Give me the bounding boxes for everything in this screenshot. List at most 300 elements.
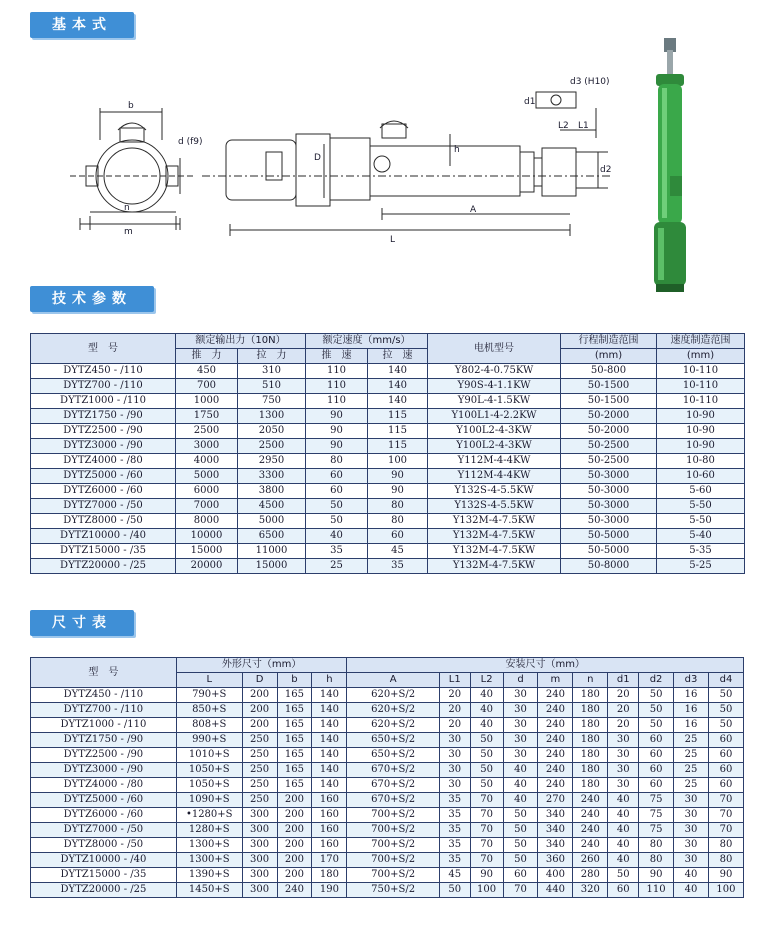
size-cell: 140 (312, 763, 347, 778)
size-cell: 180 (312, 868, 347, 883)
header-motor: 电机型号 (428, 334, 561, 364)
section-title-tech: 技术参数 (30, 286, 154, 312)
size-cell: 60 (639, 748, 674, 763)
size-cell: 200 (277, 808, 312, 823)
spec-cell: DYTZ5000 - /60 (31, 469, 176, 484)
table-row (31, 763, 744, 778)
spec-cell: 60 (306, 484, 368, 499)
size-cell: DYTZ2500 - /90 (31, 748, 177, 763)
spec-cell: 50-5000 (561, 529, 657, 544)
header-pull-speed: 拉 速 (368, 349, 428, 364)
spec-cell: 50-1500 (561, 394, 657, 409)
size-cell: 30 (608, 748, 639, 763)
spec-cell: DYTZ4000 - /80 (31, 454, 176, 469)
size-cell: 80 (639, 853, 674, 868)
size-cell: 140 (312, 748, 347, 763)
size-cell: DYTZ450 - /110 (31, 688, 177, 703)
size-cell: 620+S/2 (347, 718, 439, 733)
spec-cell: 1000 (176, 394, 238, 409)
spec-table (30, 333, 745, 574)
spec-cell: 2950 (238, 454, 306, 469)
size-cell: 790+S (176, 688, 242, 703)
size-cell: 30 (439, 778, 470, 793)
size-cell: 50 (503, 823, 538, 838)
table-row (31, 793, 744, 808)
size-cell: 30 (674, 853, 709, 868)
size-cell: 1050+S (176, 778, 242, 793)
size-cell: 250 (242, 763, 277, 778)
size-cell: 40 (608, 823, 639, 838)
size-cell: 70 (708, 808, 743, 823)
label-d3: d3 (H10) (570, 77, 610, 87)
spec-cell: 90 (306, 424, 368, 439)
spec-cell: Y132M-4-7.5KW (428, 529, 561, 544)
spec-cell: DYTZ450 - /110 (31, 364, 176, 379)
label-d2: d2 (600, 165, 612, 175)
table-row (31, 748, 744, 763)
spec-cell: 10-90 (657, 424, 745, 439)
size-cell: 140 (312, 733, 347, 748)
spec-cell: 110 (306, 394, 368, 409)
table-row (31, 733, 744, 748)
size-cell: 1300+S (176, 853, 242, 868)
header-col: b (277, 673, 312, 688)
size-cell: 30 (439, 763, 470, 778)
label-A: A (470, 205, 477, 215)
size-cell: DYTZ7000 - /50 (31, 823, 177, 838)
size-cell: 60 (708, 778, 743, 793)
size-cell: 60 (708, 748, 743, 763)
spec-cell: 10-60 (657, 469, 745, 484)
size-cell: 50 (470, 763, 503, 778)
spec-cell: 15000 (238, 559, 306, 574)
spec-cell: 10-110 (657, 394, 745, 409)
header-force: 额定输出力（10N） (176, 334, 306, 349)
size-cell: 45 (439, 868, 470, 883)
spec-cell: 6500 (238, 529, 306, 544)
size-cell: 250 (242, 778, 277, 793)
size-cell: 270 (538, 793, 573, 808)
spec-cell: Y112M-4-4KW (428, 469, 561, 484)
size-cell: 50 (608, 868, 639, 883)
size-cell: 20 (439, 703, 470, 718)
header-pull: 拉 力 (238, 349, 306, 364)
size-cell: 300 (242, 853, 277, 868)
table-row (31, 544, 745, 559)
size-cell: 300 (242, 883, 277, 898)
spec-cell: Y100L1-4-2.2KW (428, 409, 561, 424)
size-cell: 165 (277, 718, 312, 733)
label-L1: L1 (578, 121, 589, 131)
size-cell: 180 (573, 703, 608, 718)
size-cell: 40 (608, 853, 639, 868)
size-cell: 40 (608, 808, 639, 823)
spec-cell: 3300 (238, 469, 306, 484)
size-cell: 260 (573, 853, 608, 868)
size-cell: 35 (439, 853, 470, 868)
size-cell: 20 (608, 688, 639, 703)
table-row (31, 469, 745, 484)
size-cell: DYTZ5000 - /60 (31, 793, 177, 808)
table-row (31, 424, 745, 439)
spec-cell: 50-800 (561, 364, 657, 379)
table-row (31, 703, 744, 718)
spec-cell: 90 (306, 409, 368, 424)
size-cell: 670+S/2 (347, 793, 439, 808)
header-col: m (538, 673, 573, 688)
table-row (31, 379, 745, 394)
size-cell: DYTZ4000 - /80 (31, 778, 177, 793)
header-install: 安装尺寸（mm） (347, 658, 744, 673)
header-col: d4 (708, 673, 743, 688)
size-cell: 50 (708, 703, 743, 718)
size-cell: 70 (470, 853, 503, 868)
size-cell: 700+S/2 (347, 838, 439, 853)
spec-cell: 115 (368, 424, 428, 439)
size-cell: 240 (538, 733, 573, 748)
table-row (31, 778, 744, 793)
spec-cell: 1750 (176, 409, 238, 424)
size-cell: 25 (674, 778, 709, 793)
size-cell: 140 (312, 688, 347, 703)
size-cell: 40 (470, 688, 503, 703)
spec-cell: 50-2000 (561, 409, 657, 424)
spec-cell: 40 (306, 529, 368, 544)
table-row (31, 883, 744, 898)
size-cell: 30 (674, 793, 709, 808)
size-cell: 30 (503, 703, 538, 718)
spec-cell: 50-2000 (561, 424, 657, 439)
size-cell: 650+S/2 (347, 733, 439, 748)
size-cell: 250 (242, 748, 277, 763)
spec-cell: 50 (306, 514, 368, 529)
spec-cell: DYTZ15000 - /35 (31, 544, 176, 559)
size-cell: 1300+S (176, 838, 242, 853)
size-cell: 240 (573, 823, 608, 838)
size-cell: 240 (538, 703, 573, 718)
size-cell: 300 (242, 823, 277, 838)
spec-cell: 45 (368, 544, 428, 559)
size-cell: 200 (277, 823, 312, 838)
size-cell: 30 (674, 808, 709, 823)
spec-cell: 6000 (176, 484, 238, 499)
size-cell: 440 (538, 883, 573, 898)
size-cell: 16 (674, 703, 709, 718)
size-cell: 40 (608, 838, 639, 853)
spec-cell: DYTZ2500 - /90 (31, 424, 176, 439)
spec-cell: 510 (238, 379, 306, 394)
spec-cell: 1300 (238, 409, 306, 424)
size-cell: 240 (538, 688, 573, 703)
table-row (31, 484, 745, 499)
size-cell: 700+S/2 (347, 853, 439, 868)
table-row (31, 499, 745, 514)
header-col: d3 (674, 673, 709, 688)
spec-cell: 50-3000 (561, 514, 657, 529)
label-d1: d1 (524, 97, 536, 107)
size-cell: 240 (573, 838, 608, 853)
size-cell: DYTZ15000 - /35 (31, 868, 177, 883)
table-row (31, 718, 744, 733)
size-cell: 200 (242, 718, 277, 733)
spec-cell: 20000 (176, 559, 238, 574)
size-cell: DYTZ6000 - /60 (31, 808, 177, 823)
spec-cell: Y802-4-0.75KW (428, 364, 561, 379)
size-cell: 40 (470, 718, 503, 733)
size-cell: 1090+S (176, 793, 242, 808)
spec-cell: 35 (306, 544, 368, 559)
size-cell: 180 (573, 763, 608, 778)
size-cell: 30 (503, 718, 538, 733)
spec-cell: 110 (306, 379, 368, 394)
header-speed-range: 速度制造范围 (657, 334, 745, 349)
size-cell: 808+S (176, 718, 242, 733)
size-cell: 50 (470, 778, 503, 793)
spec-cell: 50-2500 (561, 454, 657, 469)
header-col: d1 (608, 673, 639, 688)
section-title-basic: 基本式 (30, 12, 134, 38)
spec-cell: 3000 (176, 439, 238, 454)
spec-cell: Y100L2-4-3KW (428, 439, 561, 454)
size-cell: 60 (639, 778, 674, 793)
spec-cell: Y112M-4-4KW (428, 454, 561, 469)
size-cell: 25 (674, 733, 709, 748)
size-cell: 60 (708, 733, 743, 748)
label-D: D (314, 153, 321, 163)
size-cell: 650+S/2 (347, 748, 439, 763)
spec-cell: Y132M-4-7.5KW (428, 544, 561, 559)
size-cell: 165 (277, 778, 312, 793)
size-cell: 100 (470, 883, 503, 898)
size-cell: DYTZ1750 - /90 (31, 733, 177, 748)
size-cell: 700+S/2 (347, 868, 439, 883)
size-cell: 160 (312, 823, 347, 838)
size-cell: DYTZ700 - /110 (31, 703, 177, 718)
spec-cell: 140 (368, 394, 428, 409)
size-cell: 990+S (176, 733, 242, 748)
size-cell: 30 (608, 778, 639, 793)
size-cell: 35 (439, 838, 470, 853)
header-stroke-unit: (mm) (561, 349, 657, 364)
spec-cell: 60 (368, 529, 428, 544)
table-row (31, 514, 745, 529)
spec-cell: 90 (368, 484, 428, 499)
spec-cell: 50 (306, 499, 368, 514)
size-cell: 60 (708, 763, 743, 778)
size-cell: 60 (639, 763, 674, 778)
size-cell: 40 (608, 793, 639, 808)
spec-cell: 80 (368, 514, 428, 529)
size-cell: 620+S/2 (347, 688, 439, 703)
label-h: h (454, 145, 460, 155)
size-cell: 180 (573, 718, 608, 733)
spec-cell: 3800 (238, 484, 306, 499)
header-col: L (176, 673, 242, 688)
size-cell: 30 (439, 733, 470, 748)
spec-cell: 140 (368, 379, 428, 394)
size-cell: 60 (608, 883, 639, 898)
spec-cell: DYTZ7000 - /50 (31, 499, 176, 514)
size-cell: 70 (470, 823, 503, 838)
size-cell: 75 (639, 793, 674, 808)
size-cell: 240 (538, 763, 573, 778)
size-cell: 165 (277, 748, 312, 763)
size-cell: 180 (573, 733, 608, 748)
header-push: 推 力 (176, 349, 238, 364)
spec-cell: 50-1500 (561, 379, 657, 394)
size-cell: 90 (708, 868, 743, 883)
size-cell: 1050+S (176, 763, 242, 778)
table-row (31, 559, 745, 574)
size-cell: 300 (242, 868, 277, 883)
size-cell: 50 (503, 808, 538, 823)
spec-cell: DYTZ10000 - /40 (31, 529, 176, 544)
size-cell: 30 (608, 733, 639, 748)
spec-cell: 2500 (176, 424, 238, 439)
size-cell: 25 (674, 748, 709, 763)
spec-cell: 50-5000 (561, 544, 657, 559)
spec-cell: 50-3000 (561, 499, 657, 514)
header-speed-unit: (mm) (657, 349, 745, 364)
size-cell: 140 (312, 778, 347, 793)
size-cell: 240 (277, 883, 312, 898)
spec-cell: Y132M-4-7.5KW (428, 559, 561, 574)
spec-cell: DYTZ1750 - /90 (31, 409, 176, 424)
size-cell: 16 (674, 688, 709, 703)
spec-cell: DYTZ6000 - /60 (31, 484, 176, 499)
spec-cell: 80 (368, 499, 428, 514)
table-row (31, 853, 744, 868)
header-col: d2 (639, 673, 674, 688)
size-cell: 35 (439, 793, 470, 808)
size-cell: 20 (608, 718, 639, 733)
header-col: h (312, 673, 347, 688)
size-cell: 400 (538, 868, 573, 883)
spec-cell: Y132S-4-5.5KW (428, 484, 561, 499)
spec-cell: 5-50 (657, 514, 745, 529)
size-cell: 340 (538, 823, 573, 838)
spec-cell: 110 (306, 364, 368, 379)
size-cell: 190 (312, 883, 347, 898)
header-col: A (347, 673, 439, 688)
spec-cell: 2050 (238, 424, 306, 439)
spec-cell: 10-110 (657, 379, 745, 394)
size-cell: 165 (277, 688, 312, 703)
table-row (31, 409, 745, 424)
size-cell: 240 (573, 808, 608, 823)
size-cell: 40 (503, 778, 538, 793)
size-cell: 40 (503, 763, 538, 778)
header-outer: 外形尺寸（mm） (176, 658, 347, 673)
spec-cell: Y132M-4-7.5KW (428, 514, 561, 529)
size-cell: 100 (708, 883, 743, 898)
size-cell: 20 (439, 688, 470, 703)
size-cell: 320 (573, 883, 608, 898)
spec-cell: 5-25 (657, 559, 745, 574)
size-cell: 620+S/2 (347, 703, 439, 718)
spec-cell: 4000 (176, 454, 238, 469)
size-cell: 50 (470, 748, 503, 763)
size-cell: DYTZ20000 - /25 (31, 883, 177, 898)
spec-cell: 750 (238, 394, 306, 409)
size-cell: 80 (708, 838, 743, 853)
size-cell: 50 (503, 853, 538, 868)
spec-cell: 310 (238, 364, 306, 379)
size-cell: 280 (573, 868, 608, 883)
size-cell: 70 (470, 838, 503, 853)
table-row (31, 823, 744, 838)
label-d-f9: d (f9) (178, 137, 203, 147)
spec-cell: 140 (368, 364, 428, 379)
size-cell: 240 (538, 718, 573, 733)
header-col: d (503, 673, 538, 688)
size-cell: 90 (470, 868, 503, 883)
table-row (31, 838, 744, 853)
size-cell: 50 (639, 688, 674, 703)
size-cell: DYTZ3000 - /90 (31, 763, 177, 778)
table-row (31, 868, 744, 883)
size-cell: 250 (242, 733, 277, 748)
size-cell: 300 (242, 808, 277, 823)
size-cell: 70 (470, 808, 503, 823)
size-cell: 35 (439, 808, 470, 823)
size-cell: 50 (708, 718, 743, 733)
size-cell: 50 (503, 838, 538, 853)
size-cell: 70 (708, 793, 743, 808)
header-col: L1 (439, 673, 470, 688)
label-b: b (128, 101, 134, 111)
size-cell: 165 (277, 703, 312, 718)
size-cell: 170 (312, 853, 347, 868)
spec-cell: 5-35 (657, 544, 745, 559)
size-cell: 240 (573, 793, 608, 808)
spec-cell: 90 (368, 469, 428, 484)
size-cell: 30 (674, 823, 709, 838)
spec-cell: 700 (176, 379, 238, 394)
spec-cell: 10-80 (657, 454, 745, 469)
spec-cell: 80 (306, 454, 368, 469)
spec-cell: 115 (368, 439, 428, 454)
spec-cell: Y90L-4-1.5KW (428, 394, 561, 409)
label-n: n (124, 203, 130, 213)
size-cell: 250 (242, 793, 277, 808)
size-cell: 80 (639, 838, 674, 853)
size-cell: 16 (674, 718, 709, 733)
spec-cell: 90 (306, 439, 368, 454)
spec-cell: Y132S-4-5.5KW (428, 499, 561, 514)
spec-cell: 450 (176, 364, 238, 379)
spec-cell: 50-2500 (561, 439, 657, 454)
size-cell: 20 (608, 703, 639, 718)
size-cell: 160 (312, 838, 347, 853)
header-push-speed: 推 速 (306, 349, 368, 364)
spec-cell: 10000 (176, 529, 238, 544)
size-cell: 165 (277, 763, 312, 778)
spec-cell: 115 (368, 409, 428, 424)
spec-cell: 5-50 (657, 499, 745, 514)
size-cell: 30 (503, 688, 538, 703)
size-cell: 35 (439, 823, 470, 838)
size-cell: 50 (639, 718, 674, 733)
spec-cell: 35 (368, 559, 428, 574)
size-cell: 360 (538, 853, 573, 868)
label-L2: L2 (558, 121, 569, 131)
size-cell: 160 (312, 793, 347, 808)
label-m: m (124, 227, 133, 237)
size-cell: 200 (242, 703, 277, 718)
size-cell: 40 (674, 868, 709, 883)
size-cell: 160 (312, 808, 347, 823)
